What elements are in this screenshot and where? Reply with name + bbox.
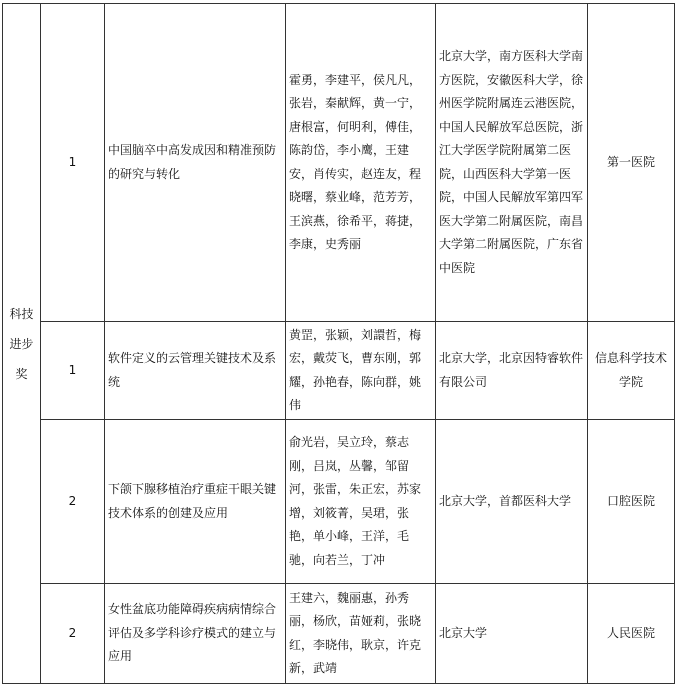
award-category-line: 进步 bbox=[9, 336, 34, 351]
rank-cell: 1 bbox=[41, 4, 105, 322]
award-category-line: 科技 bbox=[9, 306, 34, 321]
project-name-cell: 女性盆底功能障碍疾病病情综合评估及多学科诊疗模式的建立与应用 bbox=[105, 584, 286, 684]
unit-cell: 第一医院 bbox=[588, 4, 675, 322]
people-cell: 俞光岩，吴立玲，蔡志刚，吕岚，丛馨，邹留河，张雷，朱正宏，苏家增，刘筱菁，吴珺，张艳，单小峰，王洋，毛驰，向若兰，丁冲 bbox=[286, 420, 436, 584]
table-row bbox=[3, 584, 675, 684]
table-row bbox=[3, 322, 675, 420]
table-row bbox=[3, 420, 675, 584]
institutions-cell: 北京大学，北京因特睿软件有限公司 bbox=[436, 322, 588, 420]
people-cell bbox=[286, 584, 436, 684]
rank-cell: 2 bbox=[41, 584, 105, 684]
rank-cell: 1 bbox=[41, 322, 105, 420]
unit-cell: 信息科学技术学院 bbox=[588, 322, 675, 420]
project-name-cell: 中国脑卒中高发成因和精准预防的研究与转化 bbox=[105, 4, 286, 322]
unit-cell: 口腔医院 bbox=[588, 420, 675, 584]
institutions-cell: 北京大学 bbox=[436, 584, 588, 684]
unit-cell: 人民医院 bbox=[588, 584, 675, 684]
award-table bbox=[2, 3, 675, 684]
rank-cell: 2 bbox=[41, 420, 105, 584]
institutions-cell: 北京大学，首都医科大学 bbox=[436, 420, 588, 584]
people-cell-text: 王建六，魏丽惠，孙秀丽，杨欣，苗娅莉，张晓红，李晓伟，耿京，许克新，武靖 bbox=[289, 590, 422, 675]
table-row bbox=[3, 4, 675, 322]
people-cell: 霍勇，李建平，侯凡凡，张岩，秦献辉，黄一宁，唐根富，何明利，傅佳，陈韵岱，李小鹰，王建安，肖传实，赵连友，程晓曙，蔡业峰，范芳芳，王滨燕，徐希平，蒋捷，李康，史秀丽 bbox=[286, 4, 436, 322]
award-category-line: 奖 bbox=[15, 366, 28, 381]
people-cell: 黄罡，张颖，刘譞哲，梅宏，戴荧飞，曹东刚，郭耀，孙艳春，陈向群，姚伟 bbox=[286, 322, 436, 420]
project-name-cell: 软件定义的云管理关键技术及系统 bbox=[105, 322, 286, 420]
project-name-cell: 下颌下腺移植治疗重症干眼关键技术体系的创建及应用 bbox=[105, 420, 286, 584]
award-category-cell bbox=[3, 4, 41, 684]
institutions-cell: 北京大学，南方医科大学南方医院，安徽医科大学，徐州医学院附属连云港医院，中国人民解放军总医院，浙江大学医学院附属第二医院，山西医科大学第一医院，中国人民解放军第四军医大学第二附属医院，南昌大学第二附属医院，广东省中医院 bbox=[436, 4, 588, 322]
